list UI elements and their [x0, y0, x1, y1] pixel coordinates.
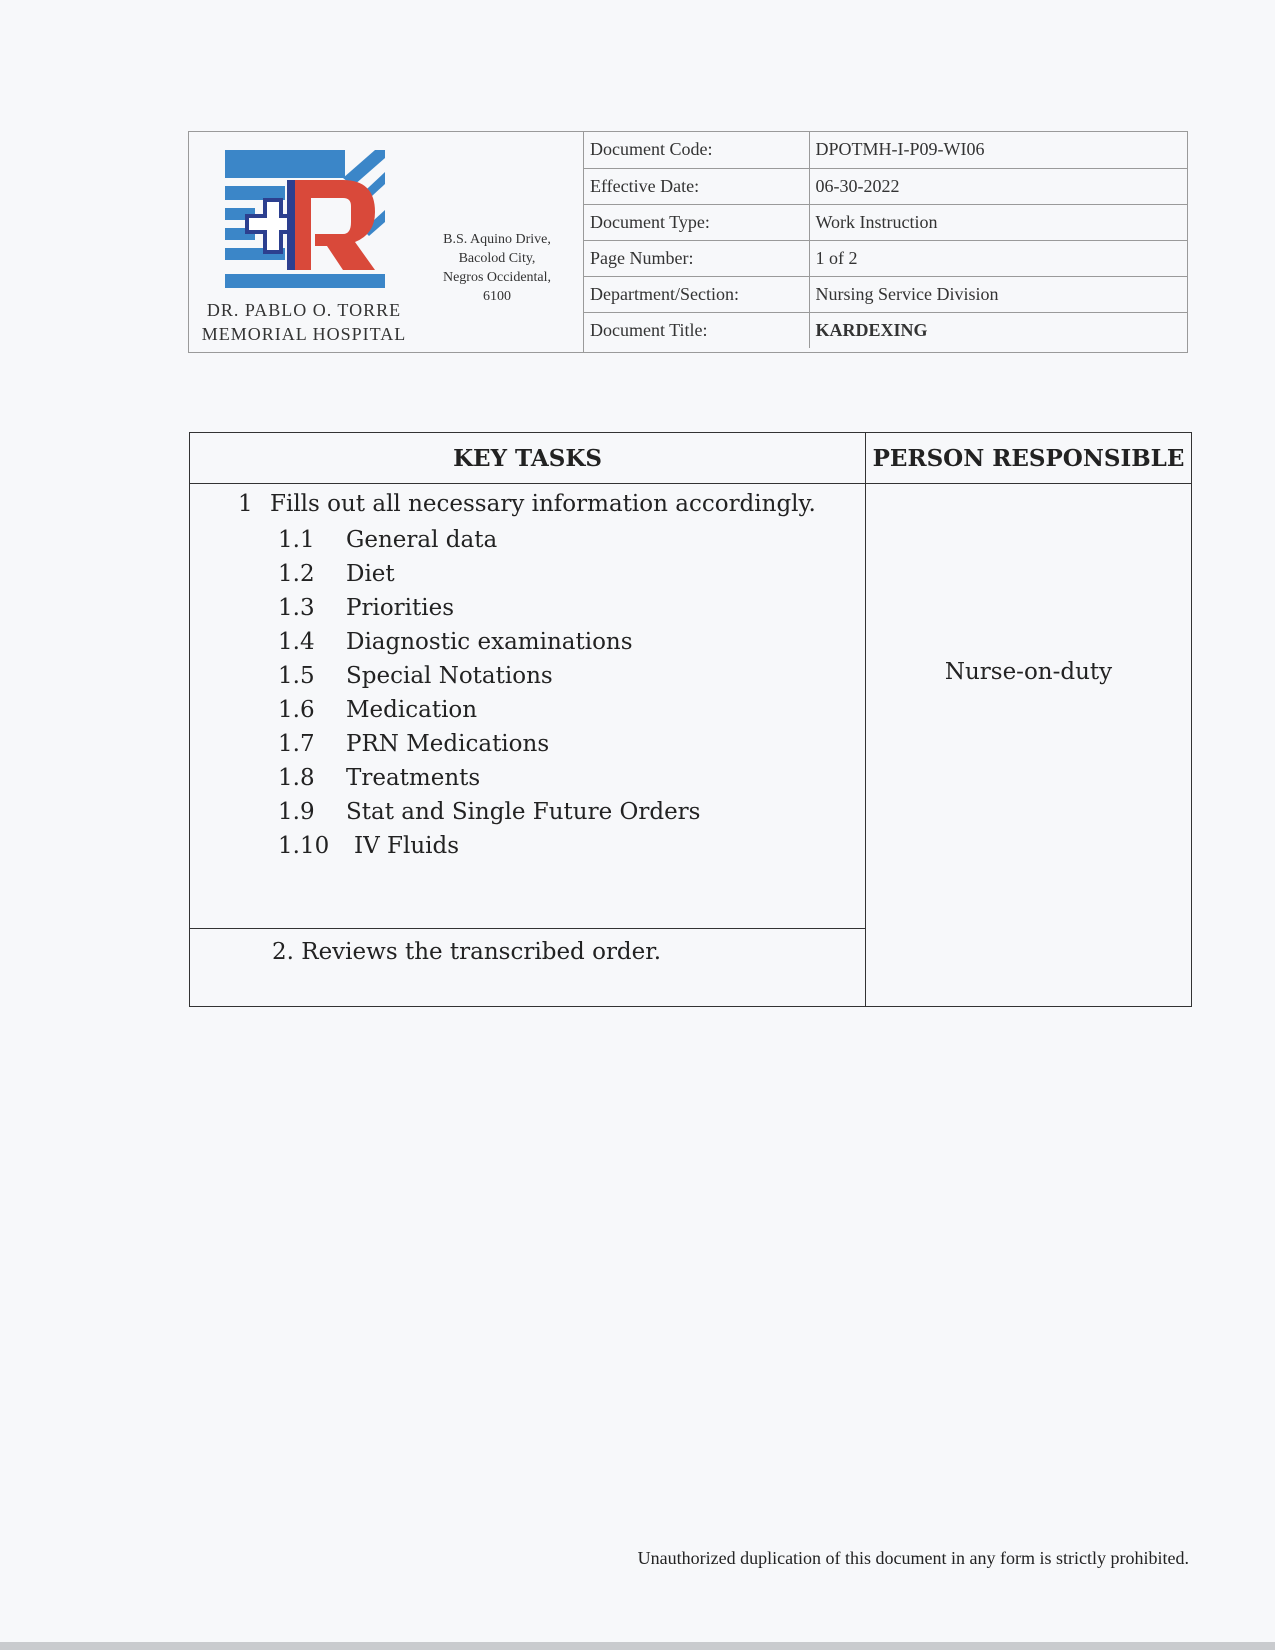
list-item [278, 731, 700, 765]
list-item [278, 765, 700, 799]
meta-row [584, 276, 1187, 312]
list-item [278, 663, 700, 697]
hospital-address [417, 230, 577, 306]
row-divider [190, 928, 865, 929]
subtask-text: PRN Medications [346, 731, 550, 757]
task-number: 1 [238, 491, 253, 517]
meta-label: Document Code: [584, 132, 809, 168]
column-divider [865, 433, 866, 1006]
subtask-text: Diet [346, 561, 395, 587]
address-line: Bacolod City, [458, 251, 536, 266]
meta-row [584, 168, 1187, 204]
address-line: 6100 [483, 289, 511, 304]
person-responsible-header: PERSON RESPONSIBLE [872, 445, 1185, 472]
meta-label: Document Title: [584, 312, 809, 348]
footer-notice: Unauthorized duplication of this document in any form is strictly prohibited. [637, 1548, 1189, 1568]
subtask-text: IV Fluids [354, 833, 460, 859]
meta-value: DPOTMH-I-P09-WI06 [809, 132, 1187, 168]
subtask-number: 1.4 [278, 629, 315, 655]
meta-label: Effective Date: [584, 168, 809, 204]
meta-value: Nursing Service Division [809, 276, 1187, 312]
meta-row [584, 312, 1187, 348]
list-item [278, 561, 700, 595]
subtask-number: 1.1 [278, 527, 315, 553]
list-item [278, 799, 700, 833]
person-responsible-value: Nurse-on-duty [944, 659, 1113, 685]
subtask-number: 1.8 [278, 765, 315, 791]
subtask-number: 1.9 [278, 799, 315, 825]
list-item [278, 595, 700, 629]
subtask-number: 1.7 [278, 731, 315, 757]
meta-value: 1 of 2 [809, 240, 1187, 276]
address-line: B.S. Aquino Drive, [443, 232, 551, 247]
subtask-text: Treatments [346, 765, 481, 791]
hospital-name-line2: MEMORIAL HOSPITAL [201, 324, 407, 344]
subtask-number: 1.2 [278, 561, 315, 587]
key-tasks-header: KEY TASKS [453, 445, 602, 472]
task-2: 2. Reviews the transcribed order. [272, 939, 662, 965]
hospital-logo-icon [225, 150, 385, 290]
list-item [278, 629, 700, 663]
meta-row [584, 132, 1187, 168]
subtask-number: 1.5 [278, 663, 315, 689]
subtask-text: Stat and Single Future Orders [346, 799, 701, 825]
document-title-value: KARDEXING [815, 319, 928, 340]
hospital-name-line1: DR. PABLO O. TORRE [206, 300, 402, 320]
document-header [188, 131, 1188, 353]
task-1 [238, 491, 816, 517]
subtask-text: Special Notations [346, 663, 553, 689]
subtask-text: General data [346, 527, 498, 553]
subtask-text: Medication [346, 697, 478, 723]
subtask-text: Diagnostic examinations [346, 629, 633, 655]
list-item [278, 697, 700, 731]
subtask-number: 1.6 [278, 697, 315, 723]
meta-row [584, 240, 1187, 276]
header-divider [190, 483, 1191, 484]
list-item [278, 527, 700, 561]
subtask-number: 1.3 [278, 595, 315, 621]
subtask-number: 1.10 [278, 833, 330, 859]
meta-label: Department/Section: [584, 276, 809, 312]
list-item [278, 833, 700, 867]
document-meta-table [584, 132, 1187, 348]
subtask-list [278, 527, 700, 867]
scan-edge [0, 1642, 1275, 1650]
meta-label: Document Type: [584, 204, 809, 240]
meta-label: Page Number: [584, 240, 809, 276]
subtask-text: Priorities [346, 595, 455, 621]
key-tasks-table [189, 432, 1192, 1007]
logo-cell [189, 132, 584, 352]
task-text: Fills out all necessary information accordingly. [270, 491, 816, 517]
meta-value: Work Instruction [809, 204, 1187, 240]
meta-value: 06-30-2022 [809, 168, 1187, 204]
address-line: Negros Occidental, [442, 270, 552, 285]
meta-row [584, 204, 1187, 240]
